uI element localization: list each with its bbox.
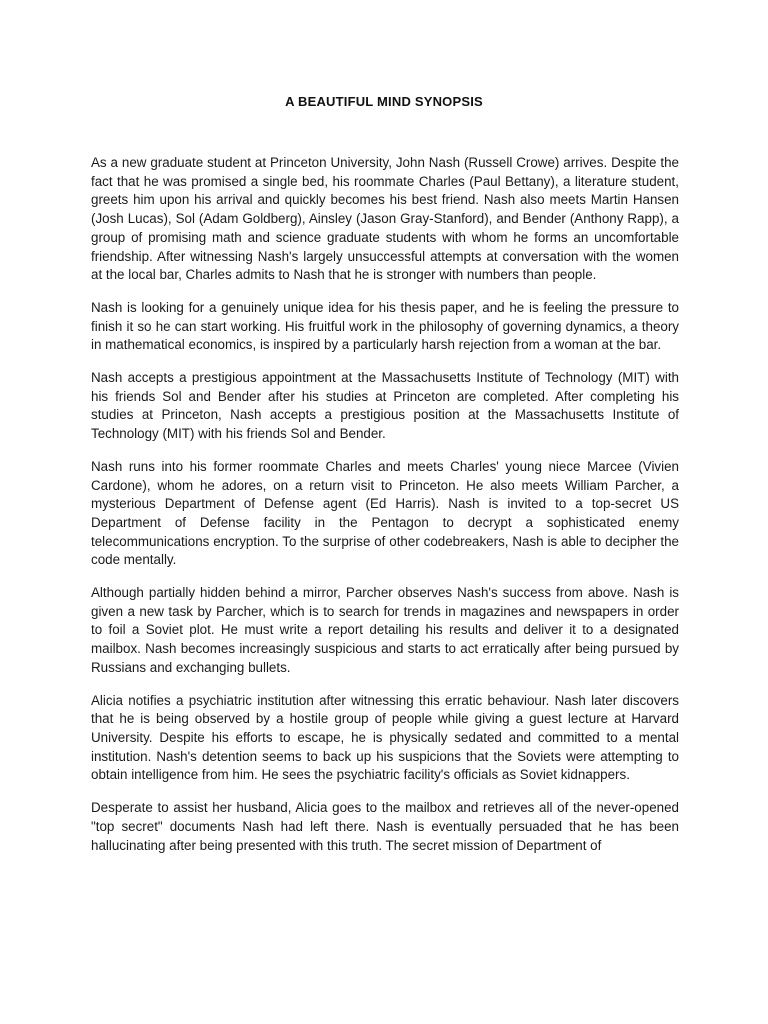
paragraph-7: Desperate to assist her husband, Alicia goes to the mailbox and retrieves all of the never-opened "top secret" documents Nash had left there. Nash is eventually persuaded that he has been hallucinating after being presented with this truth. The secret mission of Department of	[91, 800, 679, 853]
paragraph-4: Nash runs into his former roommate Charles and meets Charles' young niece Marcee (Vivien Cardone), whom he adores, on a return visit to Princeton. He also meets William Parcher, a mysterious Department of Defense agent (Ed Harris). Nash is invited to a top-secret US Department of Defense facility in the Pentagon to decrypt a sophisticated enemy telecommunications encryption. To the surprise of other codebreakers, Nash is able to decipher the code mentally.	[91, 458, 679, 568]
paragraph-2: Nash is looking for a genuinely unique idea for his thesis paper, and he is feeling the pressure to finish it so he can start working. His fruitful work in the philosophy of governing dynamics, a theory in mathematical economics, is inspired by a particularly harsh rejection from a woman at the bar.	[91, 299, 679, 353]
paragraph-3: Nash accepts a prestigious appointment at the Massachusetts Institute of Technology (MIT) with his friends Sol and Bender after his studies at Princeton are completed. After completing his studies at Princeton, Nash accepts a prestigious position at the Massachusetts Institute of Technology (MIT) with his friends Sol and Bender.	[91, 370, 679, 442]
paragraph-5: Although partially hidden behind a mirror, Parcher observes Nash's success from above. Nash is given a new task by Parcher, which is to search for trends in magazines and newspapers in order to foil a Soviet plot. He must write a report detailing his results and deliver it to a designated mailbox. Nash becomes increasingly suspicious and starts to act erratically after being pursued by Russians and exchanging bullets.	[91, 585, 679, 675]
paragraph-6: Alicia notifies a psychiatric institution after witnessing this erratic behaviour. Nash later discovers that he is being observed by a hostile group of people while giving a guest lecture at Harvard University. Despite his efforts to escape, he is physically sedated and committed to a mental institution. Nash's detention seems to back up his suspicions that the Soviets were attempting to obtain intelligence from him. He sees the psychiatric facility's officials as Soviet kidnappers.	[91, 692, 679, 783]
paragraph-1: As a new graduate student at Princeton University, John Nash (Russell Crowe) arrives. Despite the fact that he was promised a single bed, his roommate Charles (Paul Bettany), a literature student, greets him upon his arrival and quickly becomes his best friend. Nash also meets Martin Hansen (Josh Lucas), Sol (Adam Goldberg), Ainsley (Jason Gray-Stanford), and Bender (Anthony Rapp), a group of promising math and science graduate students with whom he forms an uncomfortable friendship. After witnessing Nash's largely unsuccessful attempts at conversation with the women at the local bar, Charles admits to Nash that he is stronger with numbers than people.	[91, 155, 679, 283]
document-body	[91, 154, 679, 869]
document-title: A BEAUTIFUL MIND SYNOPSIS	[285, 94, 483, 109]
